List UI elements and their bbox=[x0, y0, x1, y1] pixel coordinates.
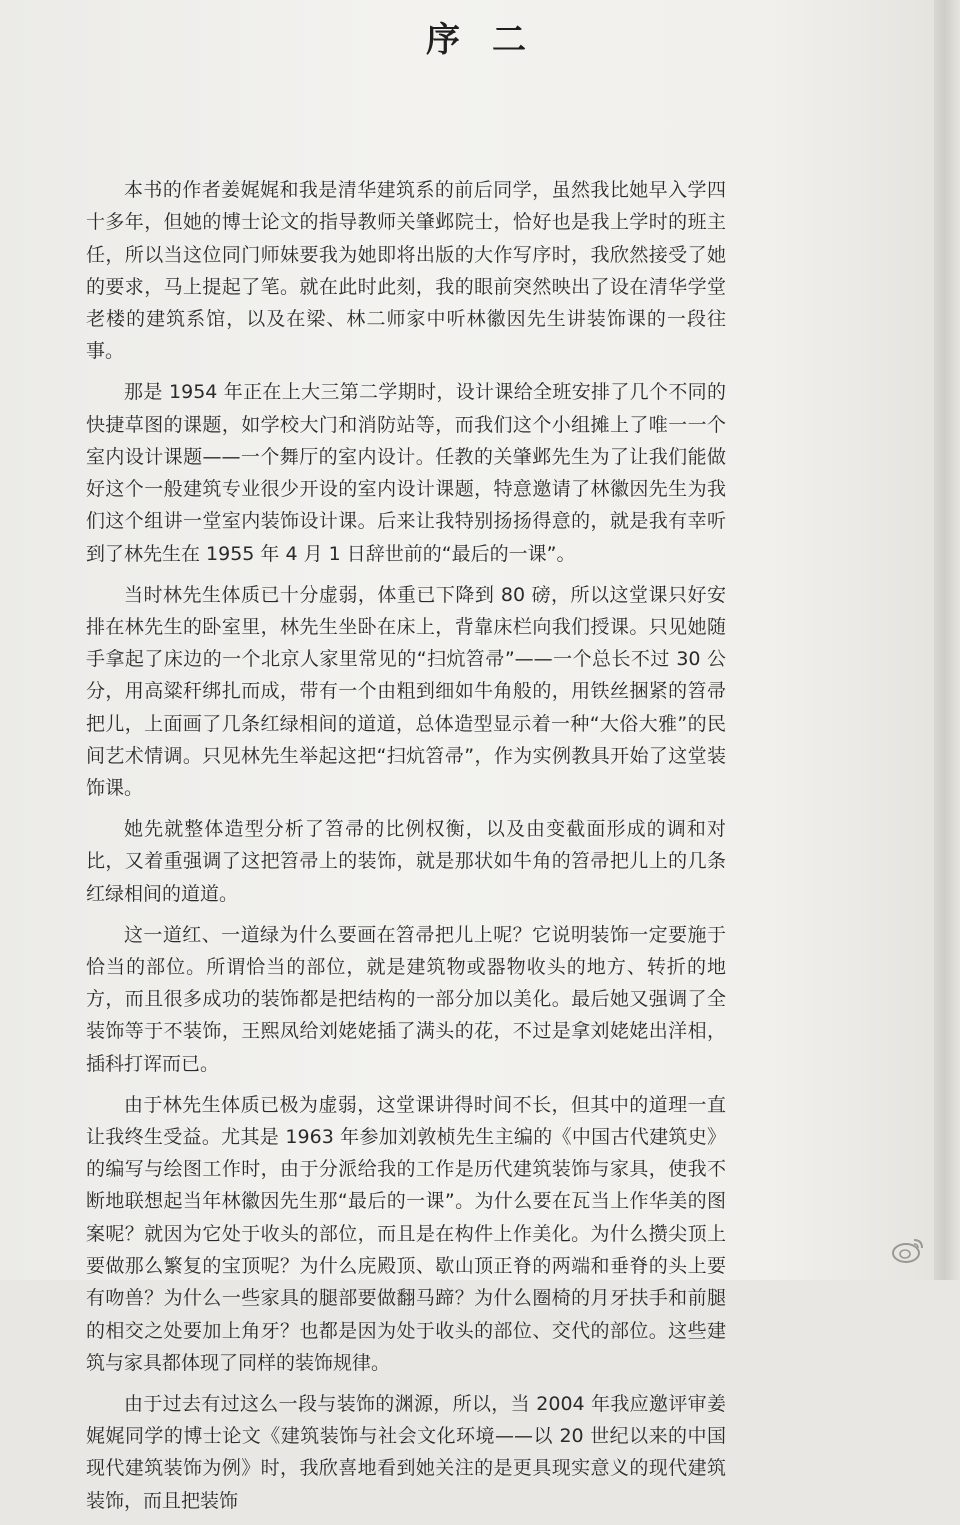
paragraph-2: 那是 1954 年正在上大三第二学期时，设计课给全班安排了几个不同的快捷草图的课题，如学校大门和消防站等，而我们这个小组摊上了唯一一个室内设计课题——一个舞厅的室内设计。任教的关肇邺先生为了让我们能做好这个一般建筑专业很少开设的室内设计课题，特意邀请了林徽因先生为我们这个组讲一堂室内装饰设计课。后来让我特别扬扬得意的，就是我有幸听到了林先生在 1955 年 4 月 1 日辞世前的“最后的一课”。 bbox=[86, 381, 726, 565]
paragraph-4: 她先就整体造型分析了笤帚的比例权衡，以及由变截面形成的调和对比，又着重强调了这把笤帚上的装饰，就是那状如牛角的笤帚把儿上的几条红绿相间的道道。 bbox=[86, 818, 726, 905]
paragraph-6: 由于林先生体质已极为虚弱，这堂课讲得时间不长，但其中的道理一直让我终生受益。尤其是 1963 年参加刘敦桢先生主编的《中国古代建筑史》的编写与绘图工作时，由于分派给我的工作是历代建筑装饰与家具，使我不断地联想起当年林徽因先生那“最后的一课”。为什么要在瓦当上作华美的图案呢？就因为它处于收头的部位，而且是在构件上作美化。为什么攒尖顶上要做那么繁复的宝顶呢？为什么庑殿顶、歇山顶正脊的两端和垂脊的头上要有吻兽？为什么一些家具的腿部要做翻马蹄？为什么圈椅的月牙扶手和前腿的相交之处要加上角牙？也都是因为处于收头的部位、交代的部位。这些建筑与家具都体现了同样的装饰规律。 bbox=[86, 1093, 726, 1374]
paragraph-7: 由于过去有过这么一段与装饰的渊源，所以，当 2004 年我应邀评审姜娓娓同学的博士论文《建筑装饰与社会文化环境——以 20 世纪以来的中国现代建筑装饰为例》时，我欣喜地看到她关注的是更具现实意义的现代建筑装饰，而且把装饰 bbox=[86, 1392, 726, 1512]
paragraph-5: 这一道红、一道绿为什么要画在笤帚把儿上呢？它说明装饰一定要施于恰当的部位。所谓恰当的部位，就是建筑物或器物收头的地方、转折的地方，而且很多成功的装饰都是把结构的一部分加以美化。最后她又强调了全装饰等于不装饰，王熙凤给刘姥姥插了满头的花，不过是拿刘姥姥出洋相，插科打诨而已。 bbox=[86, 923, 726, 1075]
weibo-watermark-icon bbox=[890, 1234, 926, 1264]
page-edge-shadow bbox=[934, 0, 960, 1280]
paragraph-3: 当时林先生体质已十分虚弱，体重已下降到 80 磅，所以这堂课只好安排在林先生的卧室里，林先生坐卧在床上，背靠床栏向我们授课。只见她随手拿起了床边的一个北京人家里常见的“扫炕笤帚”——一个总长不过 30 公分，用高粱秆绑扎而成，带有一个由粗到细如牛角般的，用铁丝捆紧的笤帚把儿，上面画了几条红绿相间的道道，总体造型显示着一种“大俗大雅”的民间艺术情调。只见林先生举起这把“扫炕笤帚”，作为实例教具开始了这堂装饰课。 bbox=[86, 583, 726, 800]
preface-body bbox=[86, 174, 726, 1525]
paragraph-1: 本书的作者姜娓娓和我是清华建筑系的前后同学，虽然我比她早入学四十多年，但她的博士论文的指导教师关肇邺院士，恰好也是我上学时的班主任，所以当这位同门师妹要我为她即将出版的大作写序时，我欣然接受了她的要求，马上提起了笔。就在此时此刻，我的眼前突然映出了设在清华学堂老楼的建筑系馆，以及在梁、林二师家中听林徽因先生讲装饰课的一段往事。 bbox=[86, 179, 726, 363]
page-title: 序二 bbox=[426, 20, 558, 60]
